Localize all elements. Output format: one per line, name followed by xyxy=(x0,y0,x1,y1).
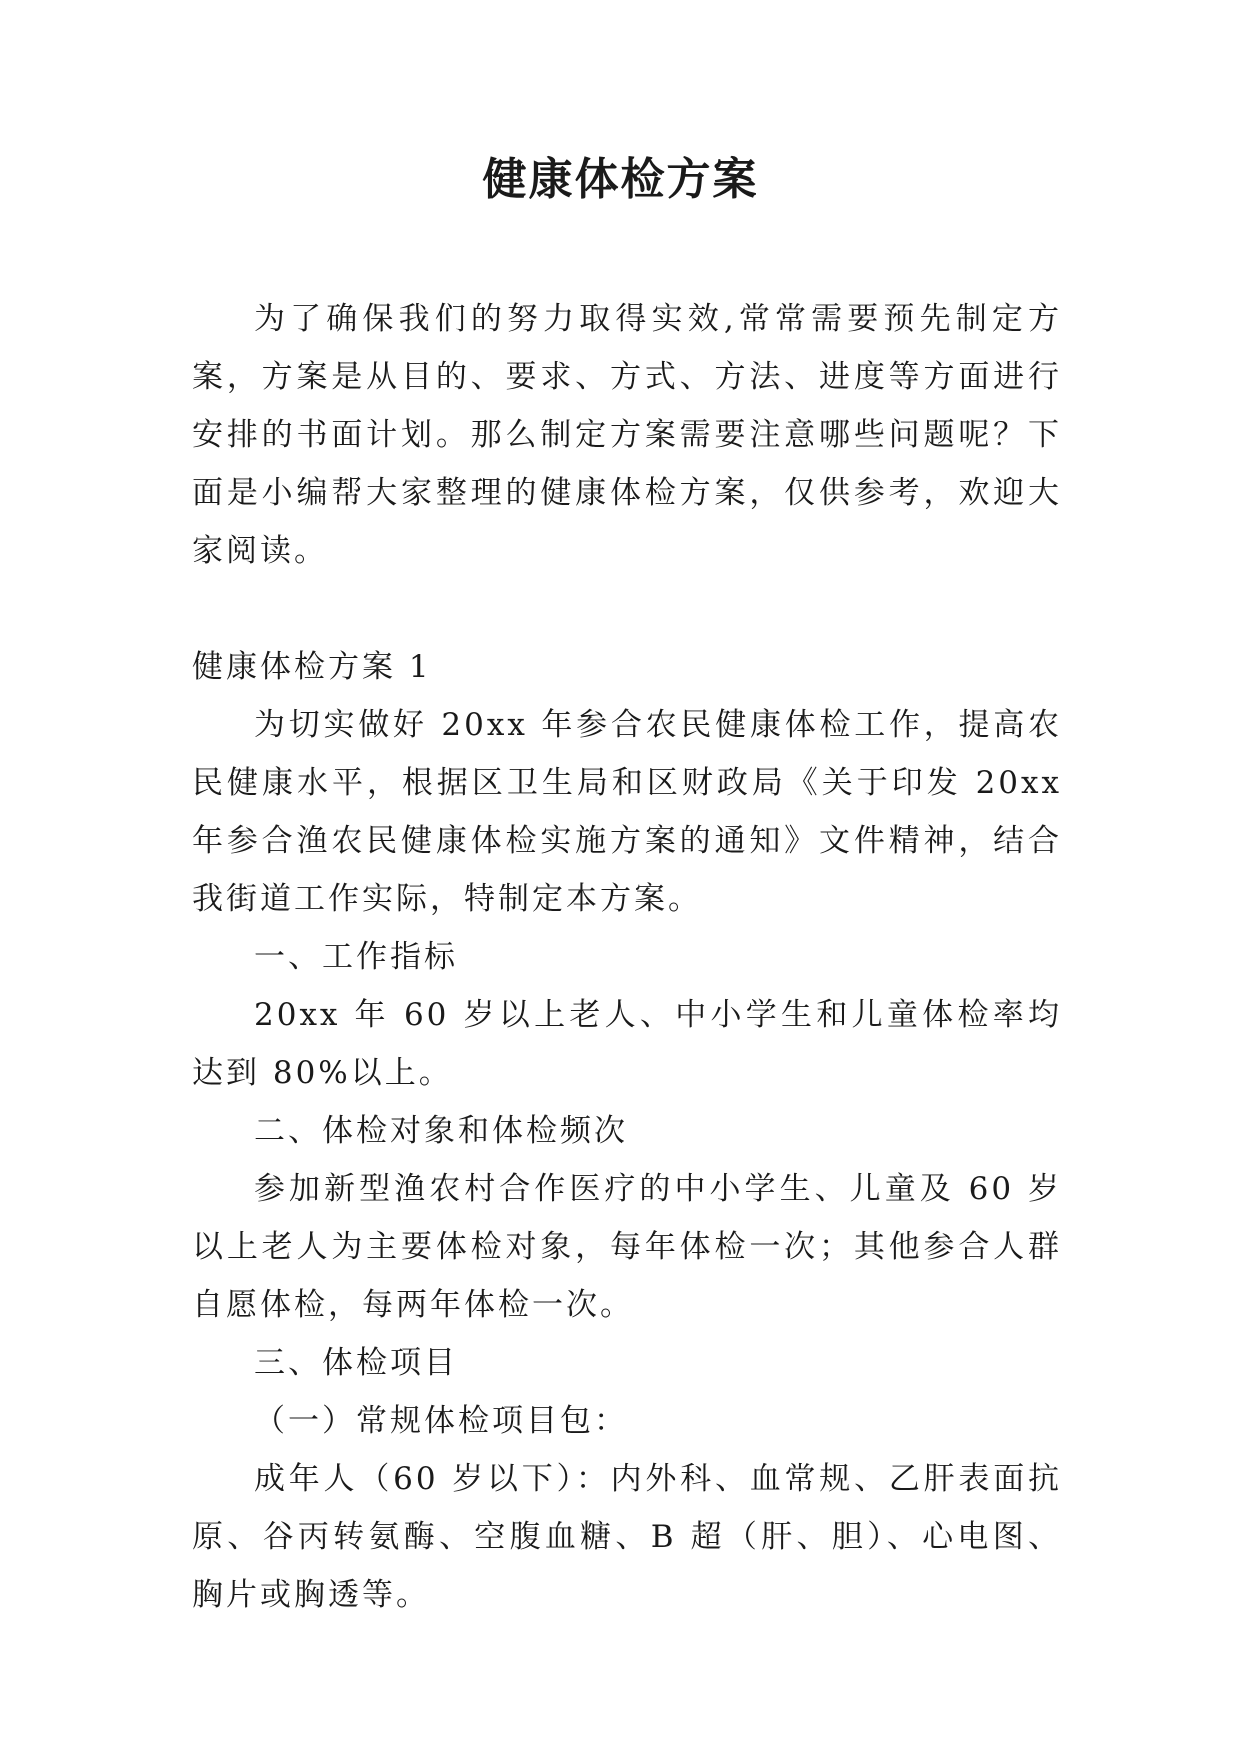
heading-targets: 二、体检对象和体检频次 xyxy=(254,1113,628,1149)
document-title: 健康体检方案 xyxy=(482,154,759,205)
heading-work-indicators: 一、工作指标 xyxy=(254,939,458,975)
heading-exam-items: 三、体检项目 xyxy=(254,1345,458,1381)
intro-paragraph: 为了确保我们的努力取得实效,常常需要预先制定方案，方案是从目的、要求、方式、方法、进度等方面进行安排的书面计划。那么制定方案需要注意哪些问题呢？下面是小编帮大家整理的健康体检方案，仅供参考，欢迎大家阅读。 xyxy=(192,301,1062,569)
adult-items-paragraph: 成年人（60 岁以下）：内外科、血常规、乙肝表面抗原、谷丙转氨酶、空腹血糖、B 超（肝、胆）、心电图、胸片或胸透等。 xyxy=(192,1461,1062,1613)
spacer xyxy=(192,580,1062,638)
subheading-routine-items: （一）常规体检项目包： xyxy=(254,1403,628,1439)
document-body xyxy=(192,290,1062,1624)
targets-paragraph: 参加新型渔农村合作医疗的中小学生、儿童及 60 岁以上老人为主要体检对象，每年体检一次；其他参合人群自愿体检，每两年体检一次。 xyxy=(192,1171,1062,1323)
indicator-paragraph: 20xx 年 60 岁以上老人、中小学生和儿童体检率均达到 80%以上。 xyxy=(192,997,1062,1091)
section-paragraph: 为切实做好 20xx 年参合农民健康体检工作，提高农民健康水平，根据区卫生局和区财政局《关于印发 20xx 年参合渔农民健康体检实施方案的通知》文件精神，结合我街道工作实际，特制定本方案。 xyxy=(192,707,1062,917)
section-title: 健康体检方案 1 xyxy=(192,649,432,685)
